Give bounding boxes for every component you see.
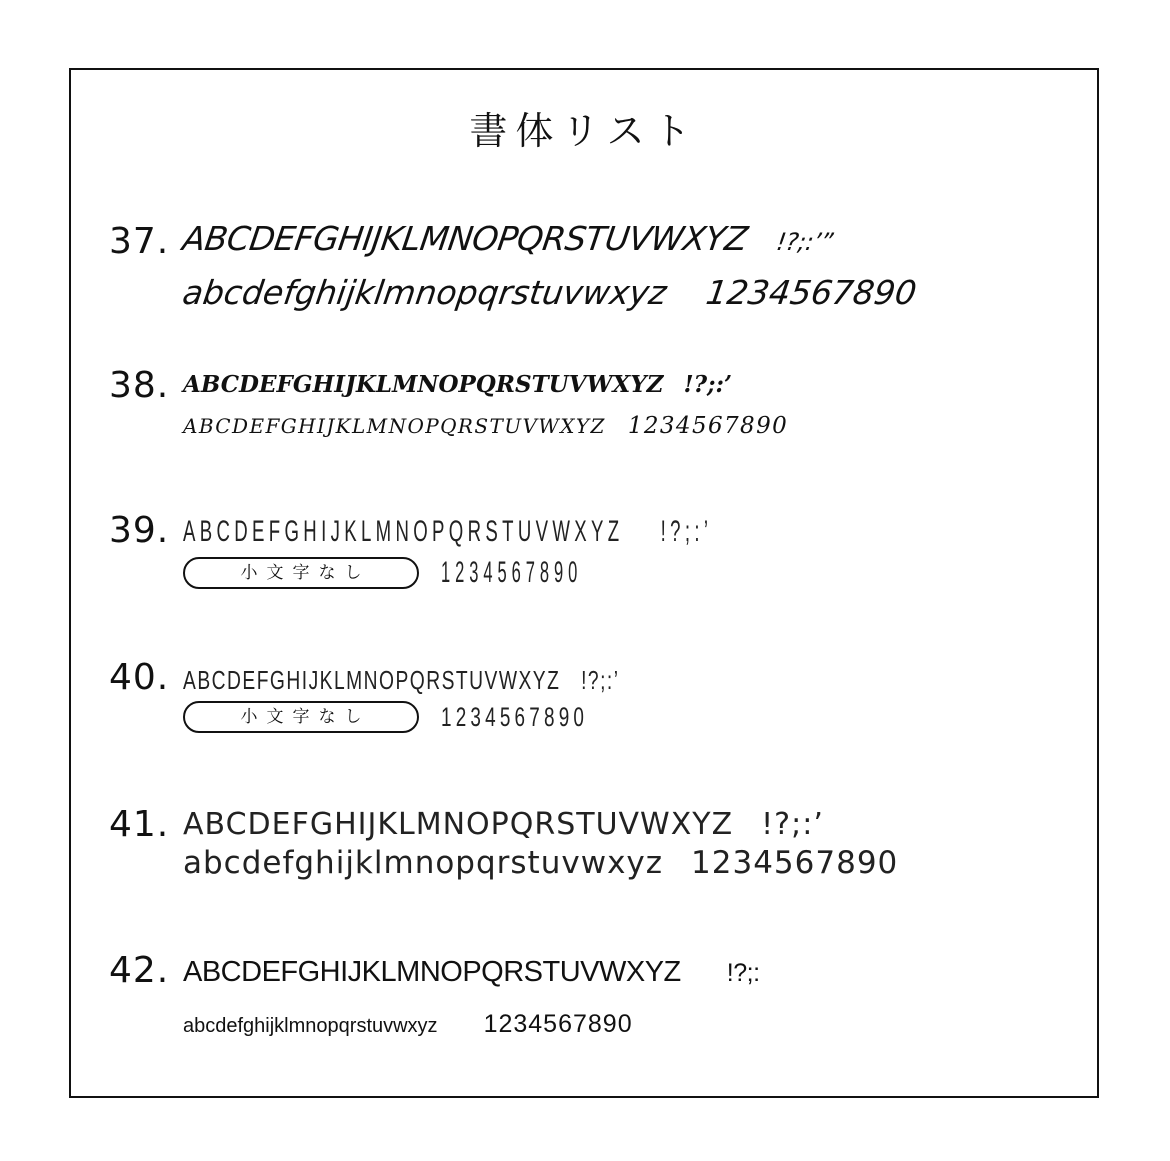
- uppercase-letters: ABCDEFGHIJKLMNOPQRSTUVWXYZ: [183, 956, 681, 988]
- uppercase-sample: [183, 667, 619, 693]
- digits-sample: 1234567890: [441, 556, 583, 589]
- uppercase-sample: [183, 807, 824, 842]
- punctuation-sample: !?;:: [726, 959, 760, 987]
- punctuation-sample: !?;:’”: [774, 228, 835, 256]
- punctuation-sample: !?;:’: [660, 515, 713, 548]
- digits-sample: 1234567890: [441, 701, 589, 732]
- uppercase-letters: ABCDEFGHIJKLMNOPQRSTUVWXYZ: [183, 371, 664, 398]
- punctuation-sample: !?;:’: [761, 807, 824, 842]
- entry-number: 38.: [109, 365, 170, 406]
- uppercase-letters: ABCDEFGHIJKLMNOPQRSTUVWXYZ: [183, 807, 734, 842]
- uppercase-sample: [183, 958, 760, 987]
- small-caps-letters: ABCDEFGHIJKLMNOPQRSTUVWXYZ: [183, 414, 606, 438]
- digits-sample: 1234567890: [483, 1010, 633, 1038]
- entry-number: 37.: [109, 221, 170, 262]
- uppercase-sample: [183, 517, 712, 547]
- punctuation-sample: !?;:’: [683, 371, 733, 398]
- uppercase-sample: [183, 373, 732, 396]
- entry-number: 41.: [109, 804, 170, 845]
- note-and-digits-row: [183, 557, 698, 589]
- uppercase-sample: [180, 219, 835, 258]
- no-lowercase-badge: 小文字なし: [183, 701, 419, 733]
- entry-number: 40.: [109, 657, 170, 698]
- digits-sample: 1234567890: [703, 273, 920, 312]
- note-and-digits-row: [183, 701, 651, 733]
- uppercase-letters: ABCDEFGHIJKLMNOPQRSTUVWXYZ: [183, 515, 624, 548]
- digits-sample: 1234567890: [691, 845, 899, 881]
- entry-number: 42.: [109, 950, 170, 991]
- digits-sample: 1234567890: [627, 413, 789, 439]
- font-list-frame: [69, 68, 1099, 1098]
- uppercase-letters: ABCDEFGHIJKLMNOPQRSTUVWXYZ: [180, 219, 750, 258]
- small-caps-sample: [183, 415, 788, 438]
- punctuation-sample: !?;:’: [581, 665, 620, 695]
- lowercase-letters: abcdefghijklmnopqrstuvwxyz: [180, 273, 670, 312]
- lowercase-letters: abcdefghijklmnopqrstuvwxyz: [183, 845, 664, 881]
- lowercase-letters: abcdefghijklmnopqrstuvwxyz: [183, 1015, 438, 1037]
- no-lowercase-badge: 小文字なし: [183, 557, 419, 589]
- entry-number: 39.: [109, 510, 170, 551]
- lowercase-sample: [180, 273, 920, 312]
- lowercase-sample: [183, 1012, 633, 1037]
- uppercase-letters: ABCDEFGHIJKLMNOPQRSTUVWXYZ: [183, 665, 561, 695]
- lowercase-sample: [183, 845, 899, 881]
- page-title: 書体リスト: [469, 109, 699, 153]
